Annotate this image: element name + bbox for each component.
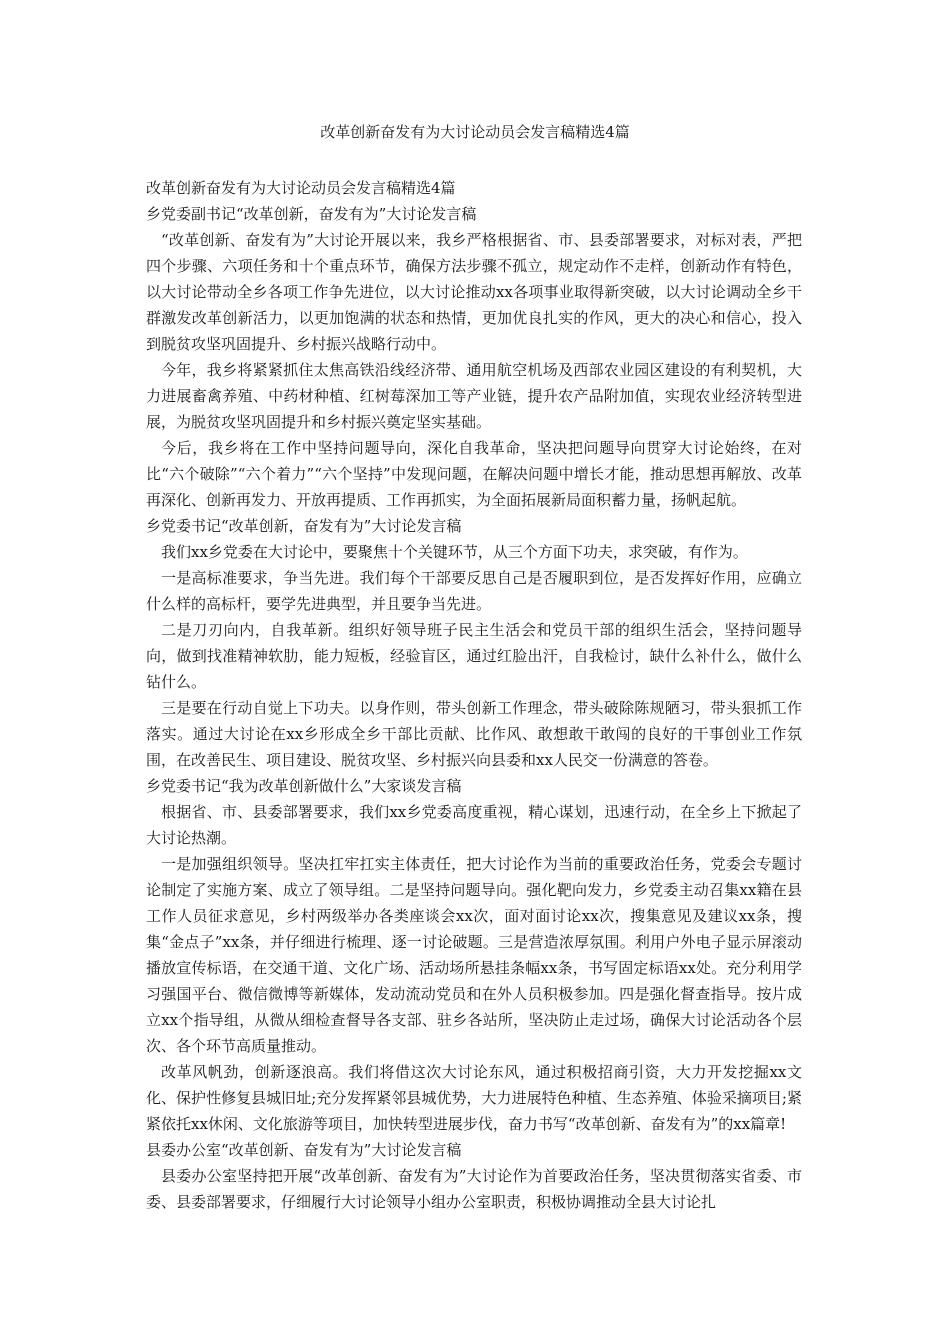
section-heading: 乡党委副书记“改革创新，奋发有为”大讨论发言稿 — [146, 205, 477, 223]
document-body — [146, 175, 802, 1215]
paragraph: 一是加强组织领导。坚决扛牢扛实主体责任，把大讨论作为当前的重要政治任务，党委会专题讨论制定了实施方案、成立了领导组。二是坚持问题导向。强化靶向发力，乡党委主动召集xx籍在县工作人员征求意见，乡村两级举办各类座谈会xx次，面对面讨论xx次，搜集意见及建议xx条，搜集“金点子”xx条，并仔细进行梳理、逐一讨论破题。三是营造浓厚氛围。利用户外电子显示屏滚动播放宣传标语，在交通干道、文化广场、活动场所悬挂条幅xx条，书写固定标语xx处。充分利用学习强国平台、微信微博等新媒体，发动流动党员和在外人员积极参加。四是强化督查指导。按片成立xx个指导组，从微从细检查督导各支部、驻乡各站所，坚决防止走过场，确保大讨论活动各个层次、各个环节高质量推动。 — [146, 855, 802, 1055]
paragraph: 一是高标准要求，争当先进。我们每个干部要反思自己是否履职到位，是否发挥好作用，应确立什么样的高标杆，要学先进典型，并且要争当先进。 — [146, 569, 802, 613]
paragraph: 三是要在行动自觉上下功夫。以身作则，带头创新工作理念，带头破除陈规陋习，带头狠抓工作落实。通过大讨论在xx乡形成全乡干部比贡献、比作风、敢想敢干敢闯的良好的干事创业工作氛围，在改善民生、项目建设、脱贫攻坚、乡村振兴向县委和xx人民交一份满意的答卷。 — [146, 699, 802, 769]
paragraph: 今后，我乡将在工作中坚持问题导向，深化自我革命，坚决把问题导向贯穿大讨论始终，在对比“六个破除”“六个着力”“六个坚持”中发现问题，在解决问题中增长才能，推动思想再解放、改革再深化、创新再发力、开放再提质、工作再抓实，为全面拓展新局面积蓄力量，扬帆起航。 — [146, 439, 802, 509]
paragraph: 今年，我乡将紧紧抓住太焦高铁沿线经济带、通用航空机场及西部农业园区建设的有利契机，大力进展畜禽养殖、中药材种植、红树莓深加工等产业链，提升农产品附加值，实现农业经济转型进展，为脱贫攻坚巩固提升和乡村振兴奠定坚实基础。 — [146, 361, 802, 431]
paragraph: 改革风帆劲，创新逐浪高。我们将借这次大讨论东风，通过积极招商引资，大力开发挖掘xx文化、保护性修复县城旧址;充分发挥紧邻县城优势，大力进展特色种植、生态养殖、体验采摘项目;紧紧依托xx休闲、文化旅游等项目，加快转型进展步伐，奋力书写“改革创新、奋发有为”的xx篇章! — [146, 1063, 802, 1133]
section-heading: 乡党委书记“改革创新，奋发有为”大讨论发言稿 — [146, 517, 462, 535]
paragraph: “改革创新、奋发有为”大讨论开展以来，我乡严格根据省、市、县委部署要求，对标对表，严把四个步骤、六项任务和十个重点环节，确保方法步骤不孤立，规定动作不走样，创新动作有特色，以大讨论带动全乡各项工作争先进位，以大讨论推动xx各项事业取得新突破，以大讨论调动全乡干群激发改革创新活力，以更加饱满的状态和热情，更加优良扎实的作风，更大的决心和信心，投入到脱贫攻坚巩固提升、乡村振兴战略行动中。 — [146, 231, 802, 353]
paragraph: 二是刀刃向内，自我革新。组织好领导班子民主生活会和党员干部的组织生活会，坚持问题导向，做到找准精神软肋，能力短板，经验盲区，通过红脸出汗，自我检讨，缺什么补什么，做什么钻什么。 — [146, 621, 802, 691]
paragraph: 根据省、市、县委部署要求，我们xx乡党委高度重视，精心谋划，迅速行动，在全乡上下掀起了大讨论热潮。 — [146, 803, 802, 847]
paragraph: 县委办公室坚持把开展“改革创新、奋发有为”大讨论作为首要政治任务，坚决贯彻落实省委、市委、县委部署要求，仔细履行大讨论领导小组办公室职责，积极协调推动全县大讨论扎 — [146, 1167, 802, 1211]
paragraph: 我们xx乡党委在大讨论中，要聚焦十个关键环节，从三个方面下功夫，求突破，有作为。 — [161, 543, 748, 561]
document-title: 改革创新奋发有为大讨论动员会发言稿精选4篇 — [320, 123, 630, 141]
section-heading: 改革创新奋发有为大讨论动员会发言稿精选4篇 — [146, 179, 456, 197]
section-heading: 乡党委书记“我为改革创新做什么”大家谈发言稿 — [146, 777, 462, 795]
section-heading: 县委办公室“改革创新、奋发有为”大讨论发言稿 — [146, 1141, 462, 1159]
